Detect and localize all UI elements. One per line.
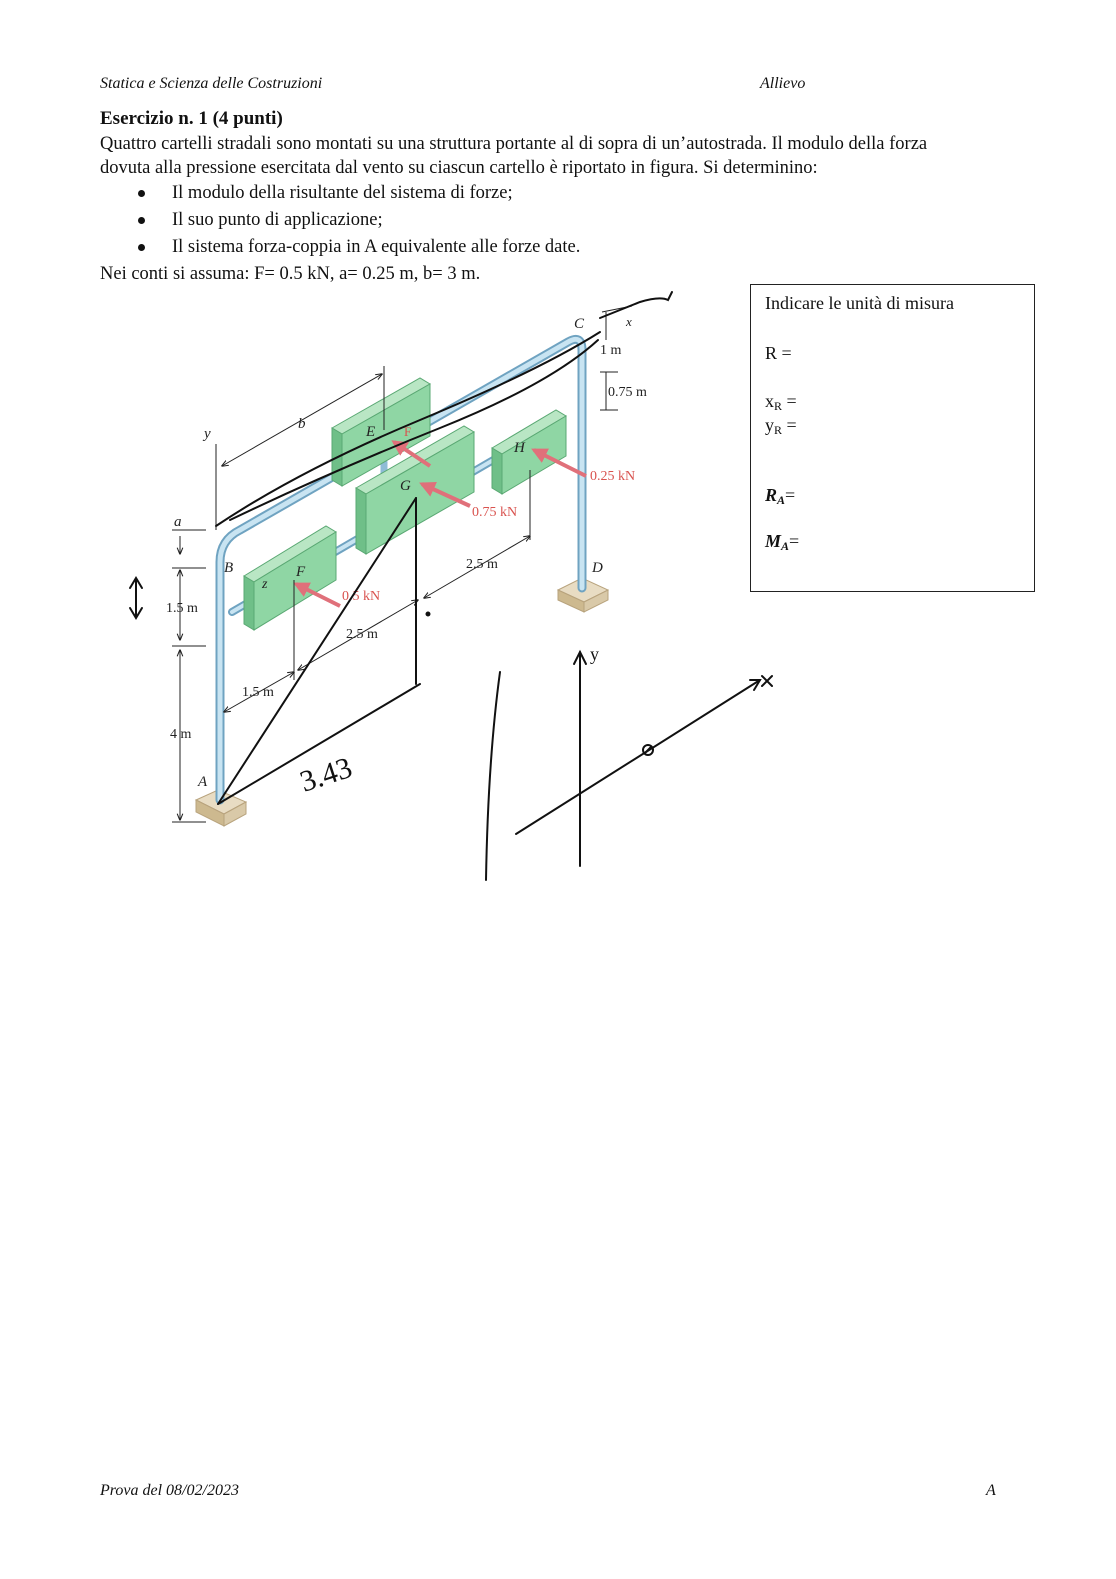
bullet-icon [138,244,145,251]
answer-box-heading: Indicare le unità di misura [765,293,954,313]
label-H: H [514,440,525,456]
answer-MA: $M_A=$ [765,531,800,553]
label-A: A [198,774,208,790]
list-item: Il suo punto di applicazione; [100,207,800,234]
intro-line-2: dovuta alla pressione esercitata dal vento su ciascun cartello è riportato in figura. Si determinino: [100,158,818,178]
label-b: b [298,416,306,432]
bullet-icon [138,190,145,197]
dim-4m: 4 m [170,727,192,742]
sign-H [492,410,566,494]
label-F-force: F [404,424,412,439]
label-B: B [224,560,234,576]
label-y: y [204,426,211,442]
label-C: C [574,316,585,332]
exercise-title: Esercizio n. 1 (4 punti) [100,108,283,129]
force-label-G: 0.75 kN [472,505,518,520]
header-course: Statica e Scienza delle Costruzioni [100,75,323,92]
exercise-intro [100,132,1020,180]
dim-25m-a: 2.5 m [466,557,498,572]
point-labels [174,314,632,790]
answer-RA: $R_A=$ [765,485,796,507]
answer-yR: $y_R$ = [765,415,797,437]
dim-1m: 1 m [600,343,622,358]
handwritten-axes [516,652,772,866]
label-a: a [174,514,182,530]
label-x: x [626,314,632,329]
handwritten-axis-y: y [590,644,599,664]
handwritten-distance: 3.43 [295,751,357,799]
bullet-icon [138,217,145,224]
dim-075m: 0.75 m [608,385,647,400]
sign-F [244,526,336,630]
list-item: Il modulo della risultante del sistema di forze; [100,180,800,207]
footer-version: A [986,1482,996,1499]
intro-line-1: Quattro cartelli stradali sono montati su una struttura portante al di sopra di un’autostrada. Il modulo della forza [100,134,928,154]
assumptions-line: Nei conti si assuma: F= 0.5 kN, a= 0.25 m, b= 3 m. [100,264,481,284]
label-E: E [366,424,376,440]
dimension-lines [172,306,632,822]
label-G: G [400,478,411,494]
dim-15m-left: 1.5 m [166,601,198,616]
header-student: Allievo [760,75,806,92]
label-z: z [262,577,268,592]
list-item: Il sistema forza-coppia in A equivalente alle forze date. [100,234,800,261]
answer-R: R = [765,343,792,363]
requirements-list [100,180,800,261]
label-F-sign: F [296,564,306,580]
force-label-F: 0.5 kN [342,589,381,604]
dim-15m-bottom: 1.5 m [242,685,274,700]
force-label-H: 0.25 kN [590,469,636,484]
label-D: D [592,560,603,576]
structure-figure [0,280,1116,900]
dim-25m-b: 2.5 m [346,627,378,642]
answer-xR: $x_R$ = [765,391,797,413]
footer-exam-date: Prova del 08/02/2023 [100,1482,239,1499]
